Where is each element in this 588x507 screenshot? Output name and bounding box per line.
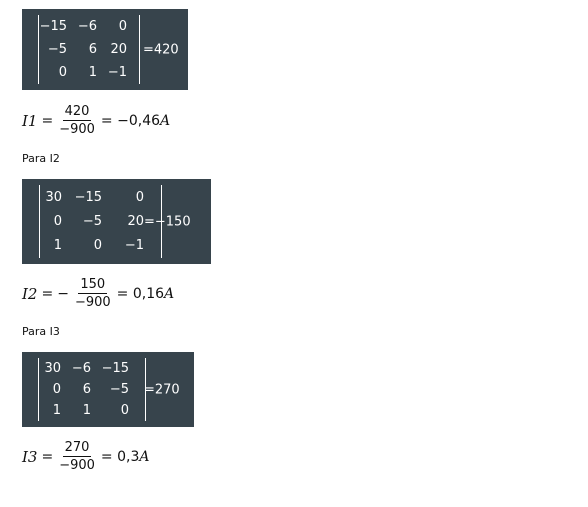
matrix-cell: 1 [82, 403, 91, 418]
matrix-cell: 20 [127, 213, 144, 229]
equation-result: = 0,3 [100, 448, 140, 465]
determinant-3 [22, 352, 194, 427]
fraction-i2 [73, 277, 113, 310]
fraction-numerator: 420 [64, 104, 90, 119]
matrix-cell: 30 [45, 189, 62, 205]
equation-i1 [22, 104, 170, 137]
determinant-1 [22, 9, 188, 90]
determinant-1-result: =420 [143, 42, 179, 57]
variable-i2: I2 [22, 284, 38, 303]
fraction-numerator: 150 [80, 277, 106, 292]
section-label-i2: Para I2 [22, 152, 60, 165]
determinant-2 [22, 179, 211, 264]
matrix-cell: 1 [52, 403, 61, 418]
matrix-cell: 0 [93, 238, 102, 254]
determinant-2-result: =−150 [144, 214, 191, 229]
matrix-cell: −5 [47, 42, 67, 57]
unit-ampere: A [160, 112, 171, 129]
determinant-3-matrix [38, 358, 146, 421]
equation-result: = 0,16 [116, 285, 165, 302]
matrix-cell: −15 [39, 19, 67, 34]
fraction-i3 [57, 440, 97, 473]
matrix-cell: 6 [82, 382, 91, 397]
matrix-cell: −5 [109, 382, 129, 397]
fraction-denominator: −900 [59, 122, 95, 137]
matrix-cell: −5 [82, 213, 102, 229]
variable-i1: I1 [22, 111, 38, 130]
unit-ampere: A [164, 285, 175, 302]
equals-sign: = [41, 285, 54, 302]
equation-i2 [22, 277, 174, 310]
matrix-cell: 0 [135, 189, 144, 205]
matrix-cell: 0 [53, 213, 62, 229]
variable-i3: I3 [22, 447, 38, 466]
matrix-cell: −1 [107, 65, 127, 80]
minus-sign: − [57, 285, 69, 302]
equation-i3 [22, 440, 150, 473]
equals-sign: = [41, 112, 54, 129]
matrix-cell: −15 [101, 361, 129, 376]
matrix-cell: 6 [88, 42, 97, 57]
matrix-cell: 0 [120, 403, 129, 418]
fraction-denominator: −900 [59, 458, 95, 473]
matrix-cell: −1 [124, 238, 144, 254]
matrix-cell: −15 [74, 189, 102, 205]
matrix-cell: 1 [88, 65, 97, 80]
matrix-cell: 20 [110, 42, 127, 57]
matrix-cell: −6 [77, 19, 97, 34]
matrix-cell: 30 [44, 361, 61, 376]
fraction-numerator: 270 [64, 440, 90, 455]
equals-sign: = [41, 448, 54, 465]
unit-ampere: A [139, 448, 150, 465]
fraction-i1 [57, 104, 97, 137]
matrix-cell: −6 [71, 361, 91, 376]
equation-result: = −0,46 [100, 112, 161, 129]
determinant-1-matrix [38, 15, 140, 84]
fraction-denominator: −900 [74, 295, 111, 310]
determinant-3-result: =270 [144, 382, 180, 397]
matrix-cell: 0 [118, 19, 127, 34]
matrix-cell: 0 [52, 382, 61, 397]
matrix-cell: 0 [58, 65, 67, 80]
section-label-i3: Para I3 [22, 325, 60, 338]
matrix-cell: 1 [53, 238, 62, 254]
